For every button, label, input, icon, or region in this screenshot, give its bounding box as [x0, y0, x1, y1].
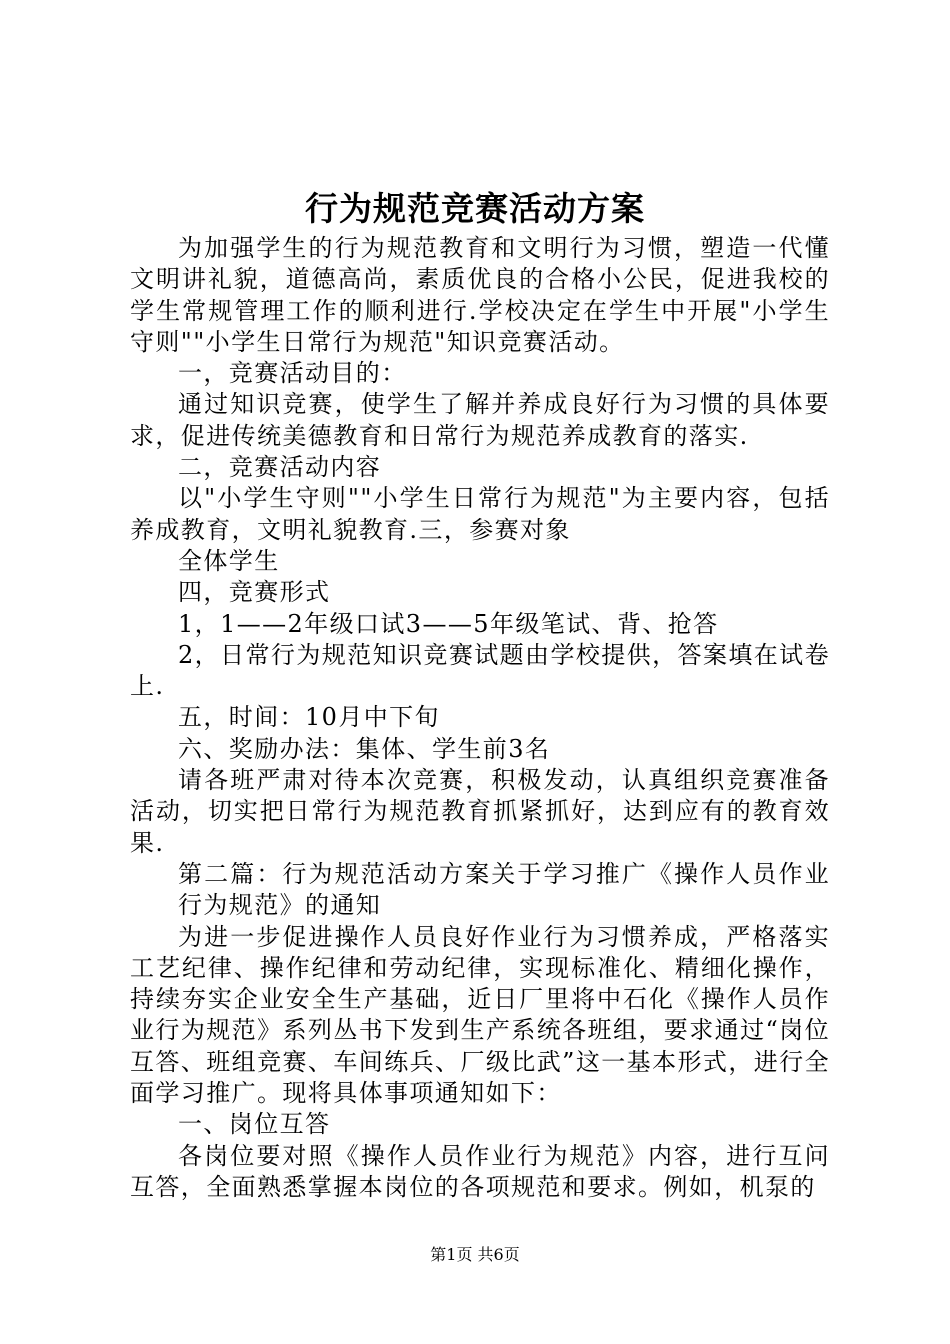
page-footer: 第1页 共6页 — [430, 1245, 520, 1264]
paragraph-format-2: 2，日常行为规范知识竞赛试题由学校提供，答案填在试卷上. — [130, 640, 830, 701]
paragraph-format-1: 1，1——2年级口试3——5年级笔试、背、抢答 — [178, 609, 719, 638]
paragraph-participants: 全体学生 — [178, 546, 280, 575]
paragraph-intro: 为加强学生的行为规范教育和文明行为习惯，塑造一代懂文明讲礼貌，道德高尚，素质优良的合格小公民，促进我校的学生常规管理工作的顺利进行.学校决定在学生中开展"小学生守则""小学生日常行为规范"知识竞赛活动。 — [130, 234, 830, 356]
heading-section-2: 二，竞赛活动内容 — [178, 453, 382, 482]
paragraph-section-1: 通过知识竞赛，使学生了解并养成良好行为习惯的具体要求，促进传统美德教育和日常行为规范养成教育的落实. — [130, 390, 830, 450]
heading-section-1: 一，竞赛活动目的： — [178, 359, 407, 388]
paragraph-time: 五，时间：10月中下旬 — [178, 703, 440, 732]
paragraph-closing: 请各班严肃对待本次竞赛，积极发动，认真组织竞赛准备活动，切实把日常行为规范教育抓紧抓好，达到应有的教育效果. — [130, 766, 830, 857]
heading-section-4: 四，竞赛形式 — [178, 578, 331, 607]
paragraph-part-2-section-1: 各岗位要对照《操作人员作业行为规范》内容，进行互问互答，全面熟悉掌握本岗位的各项规范和要求。例如，机泵的 — [130, 1141, 830, 1201]
paragraph-part-2-intro: 为进一步促进操作人员良好作业行为习惯养成，严格落实工艺纪律、操作纪律和劳动纪律，实现标准化、精细化操作，持续夯实企业安全生产基础，近日厂里将中石化《操作人员作业行为规范》系列丛书下发到生产系统各班组，要求通过“岗位互答、班组竞赛、车间练兵、厂级比武”这一基本形式，进行全面学习推广。现将具体事项通知如下： — [130, 922, 830, 1108]
document-body — [130, 233, 830, 1203]
heading-part-2: 第二篇：行为规范活动方案关于学习推广《操作人员作业行为规范》的通知 — [178, 859, 830, 920]
paragraph-reward: 六、奖励办法：集体、学生前3名 — [178, 734, 551, 763]
heading-part-2-section-1: 一、岗位互答 — [178, 1110, 331, 1139]
paragraph-section-2: 以"小学生守则""小学生日常行为规范"为主要内容，包括养成教育，文明礼貌教育.三，参赛对象 — [130, 484, 830, 544]
page-title: 行为规范竞赛活动方案 — [305, 189, 645, 228]
